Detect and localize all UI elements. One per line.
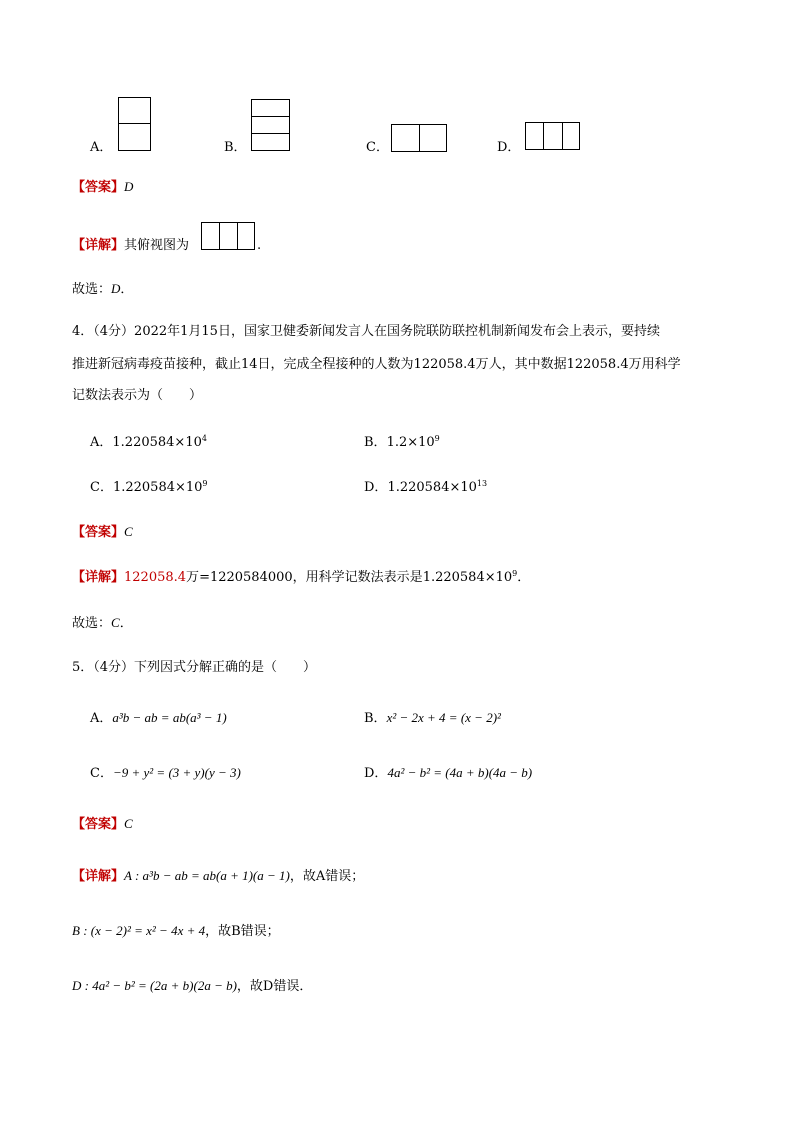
q4-answer xyxy=(72,522,133,543)
answer-tag: 【答案】 xyxy=(72,180,125,195)
q5-option-d xyxy=(364,763,532,784)
q3-detail xyxy=(72,236,189,256)
option-math: −9 + y² = (3 + y)(y − 3) xyxy=(112,765,241,780)
option-label: D． xyxy=(364,766,388,781)
q4-option-d xyxy=(364,478,487,498)
option-math: 4a² − b² = (4a + b)(4a − b) xyxy=(387,765,533,780)
choose-value: D xyxy=(111,281,121,296)
option-label: C． xyxy=(90,480,113,495)
answer-tag: 【答案】 xyxy=(72,525,125,540)
q5-stem: 5．（4分）下列因式分解正确的是（ ） xyxy=(72,660,317,675)
q5-option-a xyxy=(90,708,227,729)
detail-math: A : a³b − ab = ab(a + 1)(a − 1) xyxy=(124,868,290,883)
q5-answer xyxy=(72,814,133,835)
option-math: a³b − ab = ab(a³ − 1) xyxy=(112,710,227,725)
detail-equal: =1220584000 xyxy=(199,570,293,585)
option-label: D． xyxy=(497,140,521,155)
choose-text: 故选： xyxy=(72,282,112,297)
choose-end: ． xyxy=(119,616,133,631)
option-label: C． xyxy=(366,140,389,155)
q4-stem-line1: 4．（4分）2022年1月15日，国家卫健委新闻发言人在国务院联防联控机制新闻发布会上表示，要持续 xyxy=(72,324,660,339)
answer-value: C xyxy=(124,816,133,831)
q4-option-b xyxy=(364,433,440,453)
answer-value: D xyxy=(124,179,134,194)
option-label: B． xyxy=(224,140,247,155)
detail-number: 122058.4 xyxy=(124,570,187,585)
option-base: 1.2×10 xyxy=(386,435,435,450)
choose-text: 故选： xyxy=(72,616,112,631)
detail-phrase: ，用科学记数法表示是 xyxy=(292,570,423,585)
q5-detail-d xyxy=(72,976,312,997)
option-label: B． xyxy=(364,711,387,726)
detail-exp: 9 xyxy=(512,569,518,578)
option-base: 1.220584×10 xyxy=(112,435,202,450)
detail-text: ，故D错误． xyxy=(236,979,313,994)
option-base: 1.220584×10 xyxy=(112,480,203,495)
q4-stem-line3: 记数法表示为（ ） xyxy=(72,388,203,403)
q5-option-c xyxy=(90,763,241,784)
option-label: A． xyxy=(90,711,113,726)
detail-end: ． xyxy=(517,570,531,585)
detail-text: ，故A错误； xyxy=(289,869,365,884)
detail-math: D : 4a² − b² = (2a + b)(2a − b) xyxy=(72,978,237,993)
detail-tag: 【详解】 xyxy=(72,570,125,585)
option-label: A． xyxy=(90,140,113,155)
detail-tag: 【详解】 xyxy=(72,238,125,253)
choose-value: C xyxy=(111,615,120,630)
option-label: D． xyxy=(364,480,388,495)
option-exp: 9 xyxy=(202,479,208,488)
detail-sci: 1.220584×10 xyxy=(422,570,513,585)
q5-detail-a xyxy=(72,866,364,887)
option-base: 1.220584×10 xyxy=(387,480,477,495)
q4-detail xyxy=(72,568,530,588)
choose-end: ． xyxy=(120,282,134,297)
detail-math: B : (x − 2)² = x² − 4x + 4 xyxy=(72,923,206,938)
detail-text: 其俯视图为 xyxy=(124,238,190,253)
option-exp: 13 xyxy=(476,479,488,488)
q3-choose xyxy=(72,279,133,300)
q5-detail-b xyxy=(72,921,280,942)
option-label: A． xyxy=(90,435,113,450)
q4-option-a xyxy=(90,433,207,453)
detail-unit: 万 xyxy=(186,570,200,585)
q4-choose xyxy=(72,613,133,634)
option-math: x² − 2x + 4 = (x − 2)² xyxy=(386,710,501,725)
answer-tag: 【答案】 xyxy=(72,817,125,832)
answer-value: C xyxy=(124,524,133,539)
option-label: B． xyxy=(364,435,387,450)
detail-tag: 【详解】 xyxy=(72,869,125,884)
q4-stem-line2: 推进新冠病毒疫苗接种，截止14日，完成全程接种的人数为122058.4万人，其中数据122058.4万用科学 xyxy=(72,357,681,372)
option-exp: 4 xyxy=(201,434,207,443)
q3-answer xyxy=(72,177,133,198)
option-label: C． xyxy=(90,766,113,781)
option-exp: 9 xyxy=(434,434,440,443)
q4-option-c xyxy=(90,478,208,498)
q5-option-b xyxy=(364,708,501,729)
detail-text: ，故B错误； xyxy=(205,924,280,939)
detail-end: . xyxy=(257,238,262,253)
